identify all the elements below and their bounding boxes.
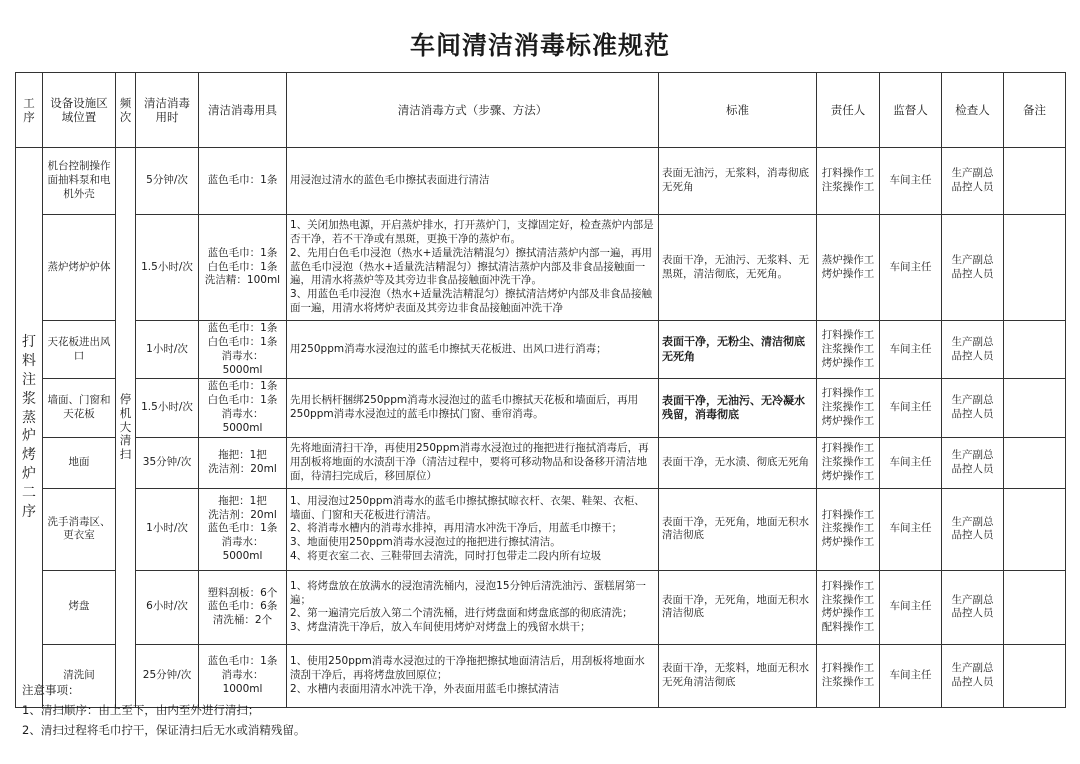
header-cell: 监督人: [880, 73, 942, 148]
location-cell: 机台控制操作面抽料泵和电机外壳: [43, 148, 116, 215]
inspector-cell: 生产副总 品控人员: [942, 148, 1004, 215]
header-cell: 备注: [1004, 73, 1066, 148]
header-cell: 清洁消毒方式（步骤、方法）: [287, 73, 659, 148]
table-row: [16, 148, 1066, 215]
duration-cell: 1小时/次: [136, 321, 199, 379]
supervisor-cell: 车间主任: [880, 437, 942, 488]
note-item: 1、清扫顺序：由上至下，由内至外进行清扫；: [22, 703, 260, 717]
standard-cell: 表面无油污，无浆料，消毒彻底无死角: [659, 148, 817, 215]
header-cell: 责任人: [817, 73, 880, 148]
remark-cell: [1004, 148, 1066, 215]
duration-cell: 6小时/次: [136, 570, 199, 644]
remark-cell: [1004, 488, 1066, 570]
tools-cell: 蓝色毛巾：1条: [199, 148, 287, 215]
header-cell: 检查人: [942, 73, 1004, 148]
location-cell: 地面: [43, 437, 116, 488]
tools-cell: 拖把：1把 洗洁剂：20ml 蓝色毛巾：1条 消毒水：5000ml: [199, 488, 287, 570]
inspector-cell: 生产副总 品控人员: [942, 644, 1004, 707]
remark-cell: [1004, 437, 1066, 488]
supervisor-cell: 车间主任: [880, 644, 942, 707]
duration-cell: 1.5小时/次: [136, 379, 199, 437]
tools-cell: 拖把：1把 洗洁剂：20ml: [199, 437, 287, 488]
table-row: [16, 379, 1066, 437]
process-cell: 打料注浆蒸炉烤炉二序: [16, 148, 43, 708]
duration-cell: 25分钟/次: [136, 644, 199, 707]
supervisor-cell: 车间主任: [880, 215, 942, 321]
standard-cell: 表面干净，无死角，地面无积水 清洁彻底: [659, 570, 817, 644]
method-cell: 用250ppm消毒水浸泡过的蓝毛巾擦拭天花板进、出风口进行消毒；: [287, 321, 659, 379]
inspector-cell: 生产副总 品控人员: [942, 570, 1004, 644]
responsible-cell: 打料操作工 注浆操作工 烤炉操作工 配料操作工: [817, 570, 880, 644]
note-item: 2、清扫过程将毛巾拧干，保证清扫后无水或消精残留。: [22, 723, 306, 737]
table-row: [16, 321, 1066, 379]
supervisor-cell: 车间主任: [880, 488, 942, 570]
supervisor-cell: 车间主任: [880, 570, 942, 644]
method-cell: 1、关闭加热电源，开启蒸炉排水，打开蒸炉门，支撑固定好，检查蒸炉内部是否干净，若不干净或有黑斑，更换干净的蒸炉布。 2、先用白色毛巾浸泡（热水+适量洗洁精混匀）擦拭清洁蒸炉内部一遍，再用蓝色毛巾浸泡（热水+适量洗洁精混匀）擦拭清洁蒸炉内部及非食品接触面一遍，用清水将蒸炉等及其旁边非食品接触面冲洗干净。 3、用蓝色毛巾浸泡（热水+适量洗洁精混匀）擦拭清洁烤炉内部及非食品接触面一遍，用清水将烤炉表面及其旁边非食品接触面冲洗干净: [287, 215, 659, 321]
location-cell: 烤盘: [43, 570, 116, 644]
inspector-cell: 生产副总 品控人员: [942, 437, 1004, 488]
tools-cell: 塑料刮板：6个 蓝色毛巾：6条 清洗桶：2个: [199, 570, 287, 644]
header-cell: 工序: [16, 73, 43, 148]
standard-cell: 表面干净，无浆料，地面无积水 无死角清洁彻底: [659, 644, 817, 707]
location-cell: 墙面、门窗和天花板: [43, 379, 116, 437]
location-cell: 洗手消毒区、更衣室: [43, 488, 116, 570]
duration-cell: 35分钟/次: [136, 437, 199, 488]
tools-cell: 蓝色毛巾：1条 消毒水：1000ml: [199, 644, 287, 707]
remark-cell: [1004, 379, 1066, 437]
header-cell: 频次: [116, 73, 136, 148]
responsible-cell: 蒸炉操作工 烤炉操作工: [817, 215, 880, 321]
inspector-cell: 生产副总 品控人员: [942, 488, 1004, 570]
location-cell: 清洗间: [43, 644, 116, 707]
header-row: [16, 73, 1066, 148]
remark-cell: [1004, 321, 1066, 379]
remark-cell: [1004, 570, 1066, 644]
responsible-cell: 打料操作工 注浆操作工: [817, 644, 880, 707]
header-cell: 设备设施区域位置: [43, 73, 116, 148]
responsible-cell: 打料操作工 注浆操作工 烤炉操作工: [817, 488, 880, 570]
responsible-cell: 打料操作工 注浆操作工 烤炉操作工: [817, 379, 880, 437]
header-cell: 标准: [659, 73, 817, 148]
method-cell: 1、将烤盘放在放满水的浸泡清洗桶内，浸泡15分钟后清洗油污、蛋糕屑第一遍； 2、第一遍清完后放入第二个清洗桶，进行烤盘面和烤盘底部的彻底清洗； 3、烤盘清洗干净后，放入车间使用烤炉对烤盘上的残留水烘干；: [287, 570, 659, 644]
table-row: [16, 215, 1066, 321]
location-cell: 天花板进出风口: [43, 321, 116, 379]
method-cell: 1、用浸泡过250ppm消毒水的蓝毛巾擦拭擦拭晾衣杆、衣架、鞋架、衣柜、墙面、门窗和天花板进行清洁。 2、将消毒水槽内的消毒水排掉，再用清水冲洗干净后，用蓝毛巾擦干； 3、地面使用250ppm消毒水浸泡过的拖把进行擦拭清洁。 4、将更衣室二衣、三鞋带回去清洗，同时打包带走二段内所有垃圾: [287, 488, 659, 570]
method-cell: 先用长柄杆捆绑250ppm消毒水浸泡过的蓝毛巾擦拭天花板和墙面后，再用250ppm消毒水浸泡过的蓝毛巾擦拭门窗、垂帘消毒。: [287, 379, 659, 437]
responsible-cell: 打料操作工 注浆操作工: [817, 148, 880, 215]
page-title: 车间清洁消毒标准规范: [409, 31, 670, 60]
method-cell: 用浸泡过清水的蓝色毛巾擦拭表面进行清洁: [287, 148, 659, 215]
supervisor-cell: 车间主任: [880, 148, 942, 215]
inspector-cell: 生产副总 品控人员: [942, 215, 1004, 321]
remark-cell: [1004, 644, 1066, 707]
remark-cell: [1004, 215, 1066, 321]
tools-cell: 蓝色毛巾：1条 白色毛巾：1条 消毒水：5000ml: [199, 321, 287, 379]
standard-cell: 表面干净，无水渍、彻底无死角: [659, 437, 817, 488]
duration-cell: 5分钟/次: [136, 148, 199, 215]
standard-cell: 表面干净，无油污、无浆料、无黑斑，清洁彻底，无死角。: [659, 215, 817, 321]
standard-cell: 表面干净，无粉尘、清洁彻底无死角: [659, 321, 817, 379]
frequency-cell: 停机大清扫: [116, 148, 136, 708]
inspector-cell: 生产副总 品控人员: [942, 321, 1004, 379]
standard-cell: 表面干净，无死角，地面无积水 清洁彻底: [659, 488, 817, 570]
header-cell: 清洁消毒用时: [136, 73, 199, 148]
duration-cell: 1小时/次: [136, 488, 199, 570]
cleaning-standard-table: [15, 72, 1066, 708]
supervisor-cell: 车间主任: [880, 379, 942, 437]
notes-section: [22, 680, 305, 740]
table-row: [16, 437, 1066, 488]
standard-cell: 表面干净，无油污、无冷凝水残留，消毒彻底: [659, 379, 817, 437]
inspector-cell: 生产副总 品控人员: [942, 379, 1004, 437]
location-cell: 蒸炉烤炉炉体: [43, 215, 116, 321]
table-row: [16, 488, 1066, 570]
method-cell: 先将地面清扫干净，再使用250ppm消毒水浸泡过的拖把进行拖拭消毒后，再用刮板将地面的水渍刮干净（清洁过程中，要将可移动物品和设备移开清洁地面，待清扫完成后，移回原位）: [287, 437, 659, 488]
header-cell: 清洁消毒用具: [199, 73, 287, 148]
notes-heading: 注意事项：: [22, 683, 80, 697]
method-cell: 1、使用250ppm消毒水浸泡过的干净拖把擦拭地面清洁后，用刮板将地面水渍刮干净后，再将烤盘放回原位； 2、水槽内表面用清水冲洗干净，外表面用蓝毛巾擦拭清洁: [287, 644, 659, 707]
tools-cell: 蓝色毛巾：1条 白色毛巾：1条 洗洁精：100ml: [199, 215, 287, 321]
duration-cell: 1.5小时/次: [136, 215, 199, 321]
table-row: [16, 570, 1066, 644]
responsible-cell: 打料操作工 注浆操作工 烤炉操作工: [817, 321, 880, 379]
responsible-cell: 打料操作工 注浆操作工 烤炉操作工: [817, 437, 880, 488]
tools-cell: 蓝色毛巾：1条 白色毛巾：1条 消毒水：5000ml: [199, 379, 287, 437]
supervisor-cell: 车间主任: [880, 321, 942, 379]
